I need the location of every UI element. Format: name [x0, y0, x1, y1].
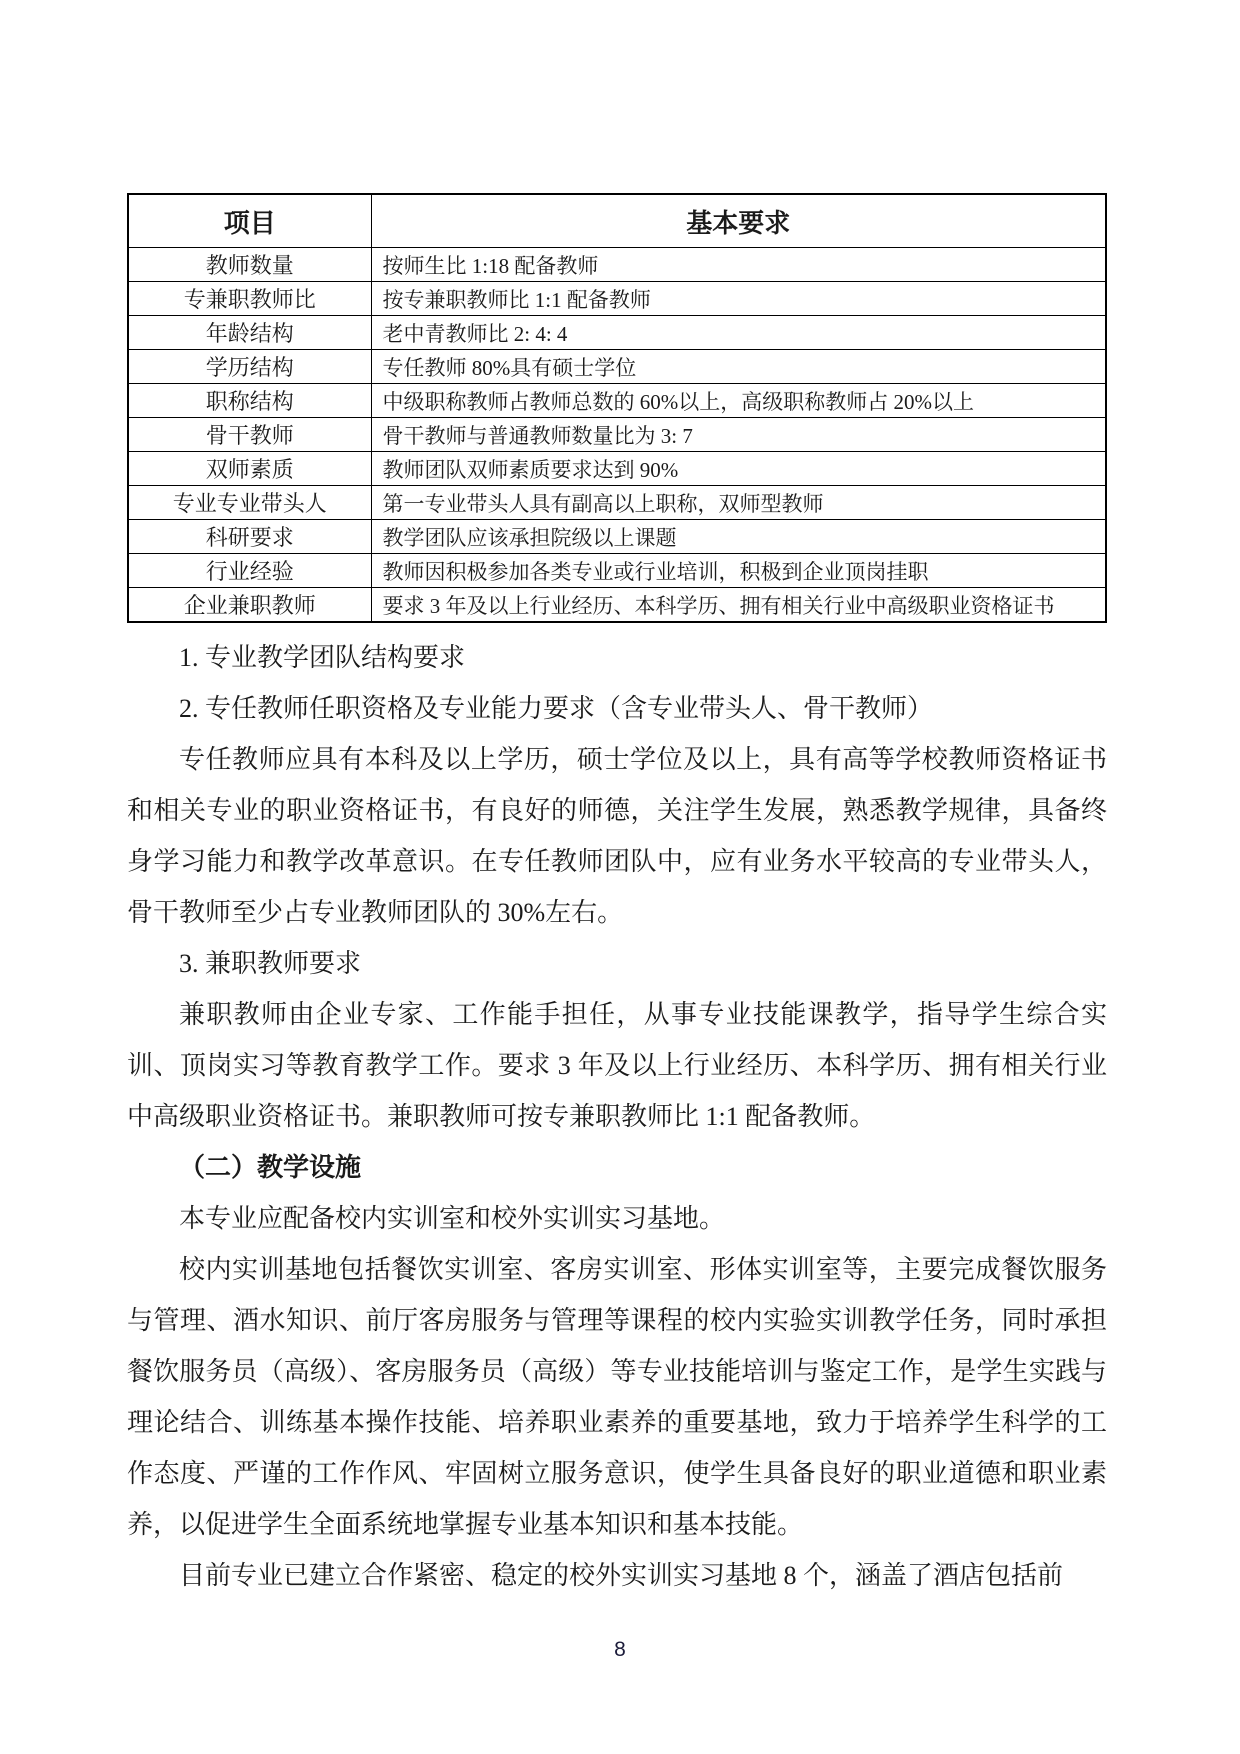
item-cell: 专兼职教师比 [128, 282, 371, 316]
requirement-cell: 专任教师 80%具有硕士学位 [371, 350, 1106, 384]
table-row [128, 248, 1106, 282]
paragraph: 专任教师应具有本科及以上学历，硕士学位及以上，具有高等学校教师资格证书和相关专业的职业资格证书，有良好的师德，关注学生发展，熟悉教学规律，具备终身学习能力和教学改革意识。在专任教师团队中，应有业务水平较高的专业带头人，骨干教师至少占专业教师团队的 30%左右。 [127, 745, 1107, 927]
table-row [128, 350, 1106, 384]
paragraph: 2. 专任教师任职资格及专业能力要求（含专业带头人、骨干教师） [179, 694, 934, 723]
item-cell: 学历结构 [128, 350, 371, 384]
item-cell: 专业专业带头人 [128, 486, 371, 520]
item-cell: 职称结构 [128, 384, 371, 418]
item-cell: 行业经验 [128, 554, 371, 588]
paragraph: 兼职教师由企业专家、工作能手担任，从事专业技能课教学，指导学生综合实训、顶岗实习等教育教学工作。要求 3 年及以上行业经历、本科学历、拥有相关行业中高级职业资格证书。兼职教师可按专兼职教师比 1:1 配备教师。 [127, 1000, 1107, 1131]
requirement-cell: 骨干教师与普通教师数量比为 3: 7 [371, 418, 1106, 452]
section-heading: （二）教学设施 [179, 1153, 362, 1182]
table-row [128, 384, 1106, 418]
table-row [128, 520, 1106, 554]
requirement-cell: 教师团队双师素质要求达到 90% [371, 452, 1106, 486]
requirement-cell: 第一专业带头人具有副高以上职称，双师型教师 [371, 486, 1106, 520]
requirement-cell: 老中青教师比 2: 4: 4 [371, 316, 1106, 350]
item-cell: 科研要求 [128, 520, 371, 554]
table-row [128, 588, 1106, 623]
paragraph: 目前专业已建立合作紧密、稳定的校外实训实习基地 8 个，涵盖了酒店包括前 [179, 1561, 1064, 1590]
requirement-cell: 中级职称教师占教师总数的 60%以上，高级职称教师占 20%以上 [371, 384, 1106, 418]
document-body [127, 632, 1107, 1601]
requirement-cell: 要求 3 年及以上行业经历、本科学历、拥有相关行业中高级职业资格证书 [371, 588, 1106, 623]
table-row [128, 316, 1106, 350]
item-cell: 教师数量 [128, 248, 371, 282]
paragraph: 本专业应配备校内实训室和校外实训实习基地。 [179, 1204, 726, 1233]
paragraph: 校内实训基地包括餐饮实训室、客房实训室、形体实训室等，主要完成餐饮服务与管理、酒水知识、前厅客房服务与管理等课程的校内实验实训教学任务，同时承担餐饮服务员（高级）、客房服务员（高级）等专业技能培训与鉴定工作，是学生实践与理论结合、训练基本操作技能、培养职业素养的重要基地，致力于培养学生科学的工作态度、严谨的工作作风、牢固树立服务意识，使学生具备良好的职业道德和职业素养，以促进学生全面系统地掌握专业基本知识和基本技能。 [127, 1255, 1107, 1539]
item-cell: 年龄结构 [128, 316, 371, 350]
paragraph: 3. 兼职教师要求 [179, 949, 362, 978]
paragraph: 1. 专业教学团队结构要求 [179, 643, 466, 672]
table-header-row [128, 194, 1106, 248]
item-cell: 骨干教师 [128, 418, 371, 452]
requirement-cell: 教学团队应该承担院级以上课题 [371, 520, 1106, 554]
table-row [128, 452, 1106, 486]
item-cell: 双师素质 [128, 452, 371, 486]
requirement-cell: 按师生比 1:18 配备教师 [371, 248, 1106, 282]
table-row [128, 282, 1106, 316]
table-body [128, 248, 1106, 623]
requirement-cell: 教师因积极参加各类专业或行业培训，积极到企业顶岗挂职 [371, 554, 1106, 588]
table-row [128, 486, 1106, 520]
page-footer [0, 1638, 1240, 1662]
column-header-basic-requirements: 基本要求 [371, 194, 1106, 248]
table-row [128, 418, 1106, 452]
column-header-item: 项目 [128, 194, 371, 248]
requirements-table [127, 193, 1107, 623]
item-cell: 企业兼职教师 [128, 588, 371, 623]
requirement-cell: 按专兼职教师比 1:1 配备教师 [371, 282, 1106, 316]
page-content [127, 193, 1107, 1601]
table-row [128, 554, 1106, 588]
page-number: 8 [614, 1638, 626, 1661]
